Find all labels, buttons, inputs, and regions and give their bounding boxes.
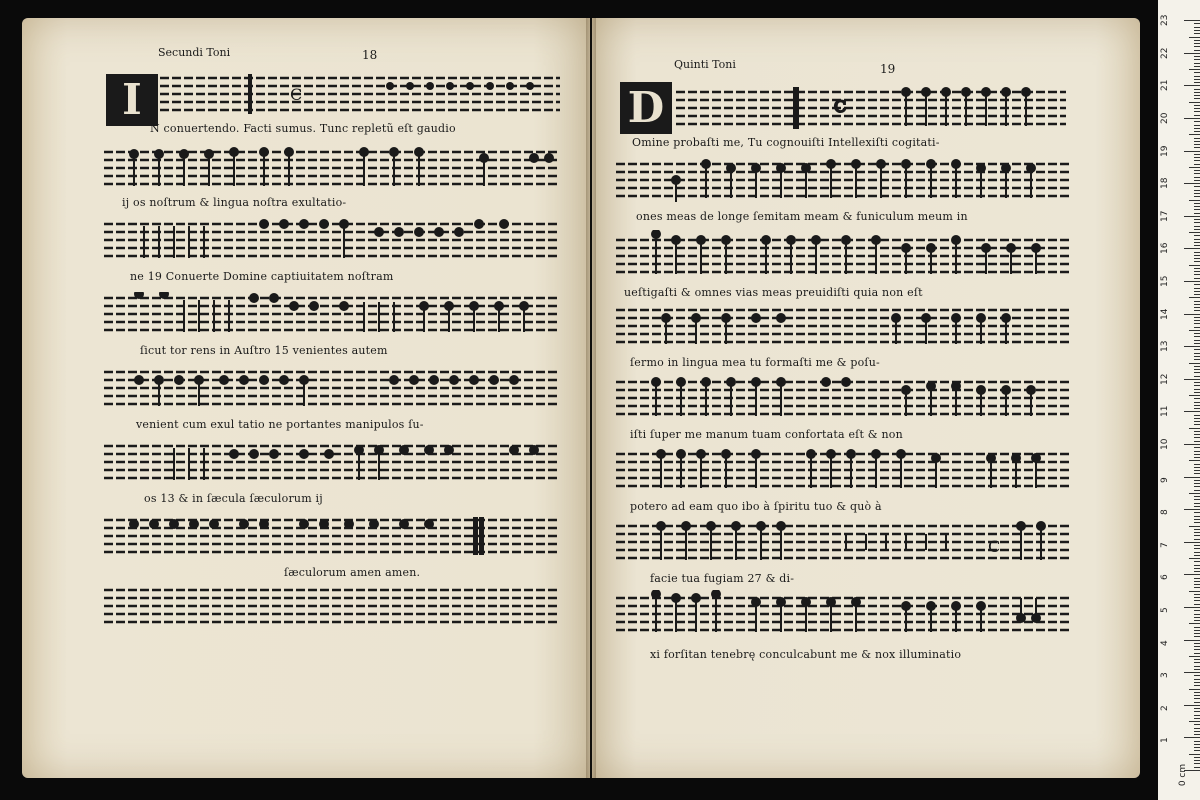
ruler-tick [1194, 274, 1200, 275]
left-folio-number: 18 [362, 48, 378, 62]
ruler-tick [1194, 454, 1200, 455]
ruler-number: 6 [1160, 574, 1170, 581]
lyric-line-right-6: potero ad eam quo ibo à ſpiritu tuo & quò à [630, 500, 882, 513]
ruler-number: 17 [1160, 210, 1170, 222]
ruler-tick [1194, 431, 1200, 432]
staff-right-5 [616, 376, 1070, 420]
ruler-tick [1194, 278, 1200, 279]
ruler-tick [1194, 437, 1200, 438]
ruler-tick [1194, 718, 1200, 719]
ruler-number: 8 [1160, 509, 1170, 516]
lyric-line-left-6: os 13 & in ſæcula ſæculorum ij [144, 492, 323, 505]
ruler-tick [1194, 115, 1200, 116]
ruler-tick [1189, 265, 1200, 266]
lyric-line-right-8: xi forſitan tenebrę conculcabunt me & nox illuminatio [650, 648, 962, 661]
ruler-tick [1194, 662, 1200, 663]
lyric-line-left-5: venient cum exul tatio ne portantes manipulos ſu- [136, 418, 424, 431]
lyric-line-left-3: ne 19 Conuerte Domine captiuitatem noſtram [130, 270, 394, 283]
ruler-tick [1194, 186, 1200, 187]
ruler-tick [1194, 131, 1200, 132]
ruler-number: 3 [1160, 672, 1170, 679]
ruler-tick [1194, 369, 1200, 370]
ruler-tick [1194, 653, 1200, 654]
ruler-tick [1194, 372, 1200, 373]
ruler-tick [1189, 363, 1200, 364]
ruler-tick [1194, 675, 1200, 676]
ruler-tick [1194, 219, 1200, 220]
ruler-tick [1194, 164, 1200, 165]
ruler-tick [1194, 594, 1200, 595]
ruler-tick [1189, 591, 1200, 592]
ruler-tick [1184, 477, 1200, 478]
ruler-tick [1194, 539, 1200, 540]
ruler-tick [1194, 105, 1200, 106]
ruler-tick [1194, 666, 1200, 667]
ruler-tick [1194, 95, 1200, 96]
ruler-tick [1194, 552, 1200, 553]
ruler-number: 19 [1160, 145, 1170, 157]
ruler-tick [1189, 428, 1200, 429]
ruler-tick [1184, 346, 1200, 347]
ruler-tick [1194, 327, 1200, 328]
ruler-tick [1194, 499, 1200, 500]
ruler-tick [1184, 183, 1200, 184]
ruler-tick [1194, 72, 1200, 73]
ruler-tick [1194, 59, 1200, 60]
ruler-tick [1194, 222, 1200, 223]
book-gutter [586, 18, 596, 778]
ruler-tick [1184, 85, 1200, 86]
ruler-tick [1194, 506, 1200, 507]
ruler-tick [1194, 382, 1200, 383]
ruler-tick [1194, 617, 1200, 618]
ruler-tick [1184, 379, 1200, 380]
ruler-tick [1194, 679, 1200, 680]
ruler-number: 5 [1160, 607, 1170, 613]
ruler-number: 1 [1160, 737, 1170, 744]
ruler-tick [1184, 314, 1200, 315]
ruler-tick [1194, 692, 1200, 693]
lyric-line-right-5: iſti ſuper me manum tuam confortata eſt & non [630, 428, 903, 441]
ruler-tick [1194, 385, 1200, 386]
ruler-tick [1194, 532, 1200, 533]
ruler-tick [1194, 418, 1200, 419]
ruler-tick [1184, 705, 1200, 706]
ruler-tick [1184, 151, 1200, 152]
ruler-tick [1189, 69, 1200, 70]
ruler-tick [1194, 473, 1200, 474]
ruler-tick [1194, 627, 1200, 628]
ruler-tick [1194, 464, 1200, 465]
ruler-tick [1194, 451, 1200, 452]
ruler-tick [1189, 623, 1200, 624]
decorated-initial-i: I [106, 74, 158, 126]
ruler-tick [1194, 734, 1200, 735]
ruler-tick [1194, 235, 1200, 236]
ruler-tick [1194, 434, 1200, 435]
ruler-tick [1194, 441, 1200, 442]
ruler-tick [1194, 317, 1200, 318]
ruler-tick [1189, 689, 1200, 690]
ruler-tick [1194, 154, 1200, 155]
ruler-tick [1194, 669, 1200, 670]
ruler-tick [1194, 516, 1200, 517]
ruler-tick [1194, 708, 1200, 709]
ruler-tick [1184, 20, 1200, 21]
lyric-line-left-4: ſicut tor rens in Auſtro 15 venientes autem [140, 344, 388, 357]
ruler-tick [1194, 584, 1200, 585]
ruler-tick [1194, 614, 1200, 615]
ruler-tick [1194, 519, 1200, 520]
ruler-tick [1194, 190, 1200, 191]
ruler-number: 2 [1160, 705, 1170, 711]
ruler-tick [1194, 147, 1200, 148]
ruler-tick [1194, 600, 1200, 601]
ruler-tick [1194, 682, 1200, 683]
ruler-tick [1194, 490, 1200, 491]
ruler-tick [1194, 291, 1200, 292]
ruler-number: 21 [1160, 79, 1170, 92]
ruler-tick [1194, 66, 1200, 67]
ruler-tick [1189, 558, 1200, 559]
ruler-tick [1189, 167, 1200, 168]
ruler-tick [1194, 750, 1200, 751]
lyric-line-right-3: ueſtigaſti & omnes vias meas preuidiſti quia non eſt [624, 286, 923, 299]
ruler-tick [1194, 356, 1200, 357]
ruler-tick [1194, 261, 1200, 262]
staff-right-6 [616, 446, 1070, 492]
staff-right-7 [616, 518, 1070, 564]
ruler-tick [1194, 415, 1200, 416]
ruler-tick [1194, 610, 1200, 611]
ruler-tick [1194, 56, 1200, 57]
svg-text:C: C [834, 97, 847, 116]
ruler-tick [1194, 695, 1200, 696]
ruler-tick [1194, 568, 1200, 569]
ruler-tick [1194, 23, 1200, 24]
ruler-number: 10 [1160, 438, 1170, 450]
staff-left-5 [104, 366, 560, 410]
ruler-tick [1194, 359, 1200, 360]
ruler-tick [1194, 486, 1200, 487]
ruler-tick [1184, 509, 1200, 510]
ruler-tick [1194, 46, 1200, 47]
ruler-tick [1194, 307, 1200, 308]
ruler-tick [1194, 421, 1200, 422]
ruler-tick [1194, 177, 1200, 178]
ruler-tick [1194, 128, 1200, 129]
ruler-tick [1194, 245, 1200, 246]
ruler-tick [1184, 118, 1200, 119]
ruler-tick [1194, 731, 1200, 732]
ruler-tick [1189, 330, 1200, 331]
ruler-tick [1194, 125, 1200, 126]
ruler-tick [1184, 248, 1200, 249]
ruler-tick [1194, 424, 1200, 425]
staff-right-2 [616, 158, 1070, 204]
svg-text:C: C [988, 537, 1001, 556]
ruler-number: 12 [1160, 373, 1170, 385]
ruler-tick [1189, 102, 1200, 103]
ruler-tick [1194, 92, 1200, 93]
ruler-tick [1194, 398, 1200, 399]
ruler-tick [1194, 545, 1200, 546]
ruler-tick [1194, 213, 1200, 214]
svg-text:C: C [290, 85, 303, 104]
ruler-tick [1194, 597, 1200, 598]
ruler-tick [1194, 366, 1200, 367]
ruler-tick [1194, 578, 1200, 579]
ruler-tick [1194, 255, 1200, 256]
lyric-line-right-1: Omine probaſti me, Tu cognouiſti Intellexiſti cogitati- [632, 136, 940, 149]
ruler-tick [1194, 226, 1200, 227]
staff-left-7 [104, 514, 560, 558]
ruler-tick [1194, 141, 1200, 142]
ruler-tick [1184, 607, 1200, 608]
ruler-tick [1194, 63, 1200, 64]
right-folio-number: 19 [880, 62, 896, 76]
ruler-tick [1194, 242, 1200, 243]
ruler-tick [1194, 389, 1200, 390]
ruler-tick [1194, 571, 1200, 572]
ruler-tick [1194, 715, 1200, 716]
ruler-number: 23 [1160, 14, 1170, 27]
staff-left-4 [104, 292, 560, 336]
ruler-tick [1194, 157, 1200, 158]
ruler-tick [1194, 43, 1200, 44]
staff-right-4 [616, 304, 1070, 348]
ruler-tick [1194, 405, 1200, 406]
ruler-tick [1194, 724, 1200, 725]
ruler-unit-label: 0 cm [1177, 763, 1188, 787]
ruler-tick [1194, 193, 1200, 194]
ruler-tick [1184, 411, 1200, 412]
ruler-tick [1189, 134, 1200, 135]
ruler-tick [1189, 526, 1200, 527]
ruler-tick [1194, 646, 1200, 647]
ruler-number: 9 [1160, 476, 1170, 483]
ruler-tick [1194, 376, 1200, 377]
ruler-tick [1194, 304, 1200, 305]
ruler-tick [1194, 144, 1200, 145]
lyric-line-left-7: ſæculorum amen amen. [284, 566, 421, 579]
ruler-tick [1189, 200, 1200, 201]
lyric-line-right-2: ones meas de longe ſemitam meam & funiculum meum in [636, 210, 968, 223]
staff-right-3 [616, 230, 1070, 280]
ruler-tick [1194, 604, 1200, 605]
ruler-tick [1194, 480, 1200, 481]
ruler-tick [1194, 121, 1200, 122]
ruler-tick [1194, 239, 1200, 240]
ruler-tick [1194, 548, 1200, 549]
ruler-tick [1194, 98, 1200, 99]
left-running-header: Secundi Toni [158, 46, 231, 59]
ruler-tick [1194, 565, 1200, 566]
ruler-tick [1184, 542, 1200, 543]
ruler-tick [1189, 754, 1200, 755]
ruler-tick [1194, 284, 1200, 285]
ruler-tick [1194, 659, 1200, 660]
lyric-line-left-1: N conuertendo. Facti sumus. Tunc repletũ eſt gaudio [150, 122, 456, 135]
lyric-line-left-2: ij os noſtrum & lingua noſtra exultatio- [122, 196, 347, 209]
ruler-tick [1194, 76, 1200, 77]
ruler-tick [1194, 636, 1200, 637]
ruler-tick [1194, 512, 1200, 513]
lyric-line-right-4: ſermo in lingua mea tu formaſti me & poſu- [630, 356, 880, 369]
ruler-tick [1194, 196, 1200, 197]
ruler-tick [1194, 206, 1200, 207]
decorated-initial-d: D [620, 82, 672, 134]
ruler-number: 7 [1160, 542, 1170, 548]
ruler-tick [1189, 460, 1200, 461]
ruler-tick [1189, 395, 1200, 396]
ruler-number: 16 [1160, 242, 1170, 255]
ruler-tick [1184, 574, 1200, 575]
ruler-tick [1184, 640, 1200, 641]
ruler-tick [1194, 744, 1200, 745]
staff-left-3 [104, 218, 560, 262]
ruler-tick [1194, 763, 1200, 764]
ruler-tick [1194, 649, 1200, 650]
ruler-number: 20 [1160, 112, 1170, 124]
ruler-tick [1194, 392, 1200, 393]
ruler-tick [1194, 402, 1200, 403]
ruler-tick [1194, 336, 1200, 337]
ruler-tick [1194, 294, 1200, 295]
ruler-tick [1189, 297, 1200, 298]
ruler-tick [1189, 493, 1200, 494]
ruler-tick [1194, 333, 1200, 334]
ruler-tick [1194, 447, 1200, 448]
ruler-tick [1189, 232, 1200, 233]
ruler-tick [1194, 467, 1200, 468]
ruler-tick [1184, 281, 1200, 282]
ruler-tick [1194, 229, 1200, 230]
ruler-tick [1194, 470, 1200, 471]
ruler-tick [1194, 685, 1200, 686]
ruler-tick [1194, 522, 1200, 523]
ruler-tick [1184, 216, 1200, 217]
ruler-tick [1194, 108, 1200, 109]
ruler-tick [1194, 483, 1200, 484]
ruler-tick [1189, 656, 1200, 657]
ruler-tick [1194, 728, 1200, 729]
ruler-tick [1194, 323, 1200, 324]
ruler-tick [1194, 33, 1200, 34]
ruler-tick [1194, 633, 1200, 634]
ruler-tick [1194, 82, 1200, 83]
ruler-tick [1194, 89, 1200, 90]
ruler-tick [1194, 581, 1200, 582]
ruler-tick [1184, 444, 1200, 445]
ruler-tick [1194, 30, 1200, 31]
ruler-tick [1194, 79, 1200, 80]
ruler-tick [1194, 138, 1200, 139]
ruler-tick [1194, 40, 1200, 41]
ruler-tick [1194, 535, 1200, 536]
ruler-tick [1194, 741, 1200, 742]
ruler-tick [1194, 643, 1200, 644]
ruler-tick [1194, 180, 1200, 181]
ruler-tick [1194, 173, 1200, 174]
ruler-tick [1194, 340, 1200, 341]
ruler-tick [1189, 721, 1200, 722]
ruler-tick [1194, 457, 1200, 458]
measurement-ruler [1158, 0, 1200, 800]
ruler-tick [1194, 258, 1200, 259]
staff-left-1 [160, 74, 560, 114]
ruler-tick [1194, 252, 1200, 253]
right-running-header: Quinti Toni [674, 58, 736, 71]
ruler-number: 11 [1160, 405, 1170, 418]
ruler-tick [1194, 711, 1200, 712]
ruler-tick [1194, 288, 1200, 289]
ruler-tick [1194, 496, 1200, 497]
ruler-tick [1194, 50, 1200, 51]
ruler-tick [1194, 111, 1200, 112]
ruler-tick [1194, 503, 1200, 504]
ruler-tick [1194, 353, 1200, 354]
ruler-number: 13 [1160, 340, 1170, 353]
staff-left-2 [104, 146, 560, 190]
lyric-line-right-7: facie tua fugiam 27 & di- [650, 572, 795, 585]
ruler-tick [1194, 271, 1200, 272]
ruler-tick [1194, 620, 1200, 621]
staff-right-8 [616, 590, 1070, 636]
ruler-tick [1194, 561, 1200, 562]
ruler-tick [1194, 209, 1200, 210]
ruler-tick [1194, 408, 1200, 409]
staff-left-8-empty [104, 586, 560, 626]
staff-right-1 [676, 86, 1066, 130]
ruler-tick [1194, 698, 1200, 699]
ruler-tick [1194, 301, 1200, 302]
ruler-tick [1194, 760, 1200, 761]
staff-left-6 [104, 440, 560, 484]
ruler-number: 18 [1160, 177, 1170, 190]
ruler-tick [1194, 702, 1200, 703]
ruler-tick [1194, 747, 1200, 748]
ruler-tick [1194, 320, 1200, 321]
ruler-tick [1194, 529, 1200, 530]
ruler-tick [1194, 343, 1200, 344]
ruler-tick [1189, 37, 1200, 38]
ruler-tick [1194, 203, 1200, 204]
ruler-tick [1194, 757, 1200, 758]
ruler-tick [1194, 268, 1200, 269]
ruler-number: 15 [1160, 275, 1170, 287]
ruler-tick [1194, 160, 1200, 161]
ruler-tick [1184, 53, 1200, 54]
ruler-tick [1194, 27, 1200, 28]
ruler-tick [1194, 767, 1200, 768]
ruler-tick [1184, 737, 1200, 738]
ruler-tick [1194, 555, 1200, 556]
ruler-tick [1194, 587, 1200, 588]
ruler-tick [1194, 310, 1200, 311]
ruler-tick [1184, 672, 1200, 673]
ruler-tick [1194, 349, 1200, 350]
ruler-number: 14 [1160, 308, 1170, 320]
ruler-number: 22 [1160, 47, 1170, 59]
ruler-tick [1194, 170, 1200, 171]
ruler-tick [1194, 630, 1200, 631]
ruler-number: 4 [1160, 639, 1170, 646]
